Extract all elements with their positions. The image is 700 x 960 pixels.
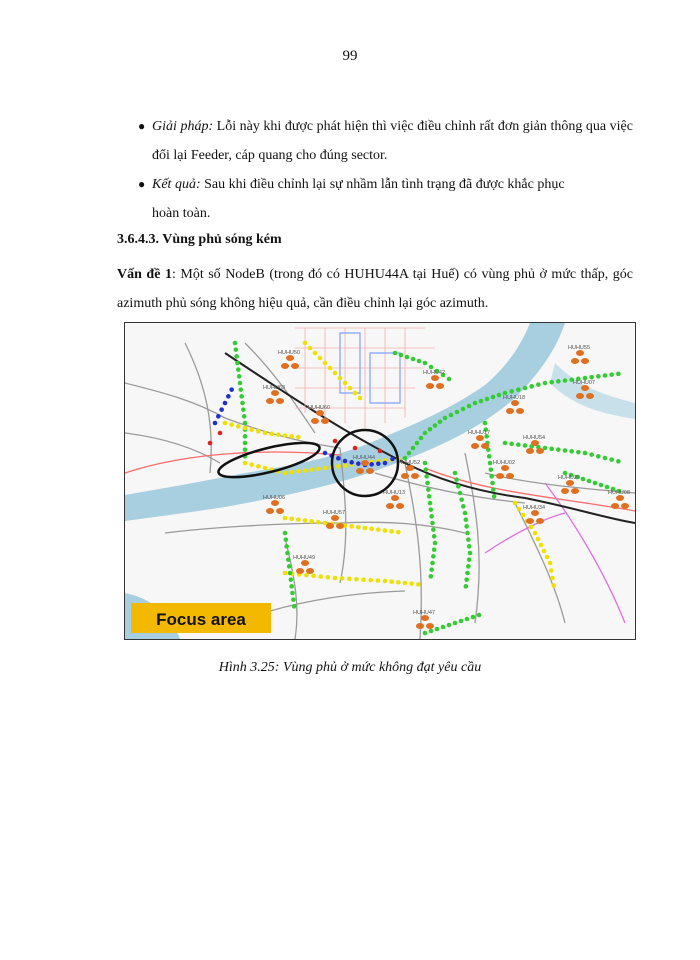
coverage-dot [296, 435, 301, 440]
site-label: HUHU13 [383, 490, 406, 496]
coverage-dot [467, 404, 472, 409]
coverage-dot [390, 457, 395, 462]
coverage-dot [403, 581, 408, 586]
coverage-dot [487, 454, 492, 459]
coverage-dot [323, 466, 328, 471]
coverage-dot [464, 577, 469, 582]
site-label: HUHU29 [558, 475, 581, 481]
coverage-dot [318, 574, 323, 579]
coverage-dot [235, 361, 240, 366]
coverage-dot [485, 397, 490, 402]
coverage-dot [433, 541, 438, 546]
coverage-dot [490, 481, 495, 486]
coverage-dot [509, 389, 514, 394]
coverage-dot [463, 511, 468, 516]
coverage-dot [428, 501, 433, 506]
coverage-dot [549, 568, 554, 573]
coverage-dot [425, 481, 430, 486]
coverage-dot [536, 382, 541, 387]
problem-label: Vấn đề 1 [117, 267, 172, 282]
coverage-dot [549, 380, 554, 385]
coverage-dot [353, 446, 358, 451]
coverage-dot [454, 477, 459, 482]
coverage-dot [243, 461, 248, 466]
coverage-dot [419, 436, 424, 441]
problem-text: : Một số NodeB (trong đó có HUHU44A tại Huế) có vùng phủ ở mức thấp, góc azimuth phủ sóng không hiệu quả, cần điều chỉnh lại góc azimuth. [117, 267, 633, 311]
coverage-dot [338, 376, 343, 381]
coverage-dot [289, 517, 294, 522]
coverage-dot [376, 578, 381, 583]
coverage-dot [393, 351, 398, 356]
coverage-dot [587, 479, 592, 484]
coverage-dot [517, 507, 522, 512]
coverage-dot [417, 359, 422, 364]
site-label: HUHU42 [423, 370, 446, 376]
coverage-dot [458, 491, 463, 496]
coverage-dot [431, 527, 436, 532]
coverage-dot [396, 530, 401, 535]
coverage-dot [432, 534, 437, 539]
bullet-label: Giải pháp: [152, 119, 214, 134]
coverage-dot [488, 461, 493, 466]
coverage-dot [429, 507, 434, 512]
coverage-dot [447, 377, 452, 382]
coverage-dot [316, 467, 321, 472]
coverage-dot [556, 447, 561, 452]
coverage-dot [336, 464, 341, 469]
coverage-dot [333, 371, 338, 376]
coverage-dot [409, 581, 414, 586]
coverage-dot [303, 468, 308, 473]
coverage-dot [603, 373, 608, 378]
figure-caption: Hình 3.25: Vùng phủ ở mức không đạt yêu cầu [218, 660, 482, 675]
coverage-dot [356, 525, 361, 530]
coverage-dot [389, 529, 394, 534]
site-label: HUHU49 [293, 555, 316, 561]
site-label: HUHU07 [573, 380, 596, 386]
site-label: HUHU34 [523, 505, 546, 511]
bullet-result [138, 170, 633, 228]
coverage-dot [308, 346, 313, 351]
coverage-dot [283, 571, 288, 576]
coverage-dot [368, 578, 373, 583]
coverage-dot [435, 627, 440, 632]
bullet-continuation: hoàn toàn. [152, 206, 211, 221]
coverage-dot [292, 604, 297, 609]
coverage-dot [513, 501, 518, 506]
bullet-text: Lỗi này khi được phát hiện thì việc điều chỉnh rất đơn giản thông qua việc đổi lại Feeder, cáp quang cho đúng sector. [152, 119, 633, 163]
coverage-dot [443, 416, 448, 421]
site-label: HUHU50 [278, 350, 301, 356]
coverage-dot [503, 441, 508, 446]
coverage-dot [411, 446, 416, 451]
coverage-dot [609, 372, 614, 377]
coverage-dot [453, 621, 458, 626]
coverage-dot [243, 441, 248, 446]
coverage-dot [523, 386, 528, 391]
coverage-dot [291, 597, 296, 602]
coverage-dot [405, 355, 410, 360]
coverage-dot [389, 579, 394, 584]
coverage-dot [569, 449, 574, 454]
site-label: HUHU52 [398, 460, 421, 466]
coverage-dot [416, 582, 421, 587]
coverage-dot [464, 584, 469, 589]
coverage-dot [234, 347, 239, 352]
coverage-dot [276, 432, 281, 437]
coverage-dot [243, 447, 248, 452]
coverage-dot [596, 374, 601, 379]
coverage-dot [548, 561, 553, 566]
coverage-dot [287, 564, 292, 569]
coverage-dot [455, 410, 460, 415]
site-label: HUHU08 [608, 490, 631, 496]
coverage-map-figure [124, 322, 636, 640]
coverage-dot [459, 619, 464, 624]
site-label: HUHU63 [263, 385, 286, 391]
coverage-dot [353, 391, 358, 396]
coverage-dot [563, 448, 568, 453]
coverage-dot [240, 401, 245, 406]
coverage-dot [343, 381, 348, 386]
coverage-dot [303, 341, 308, 346]
coverage-dot [616, 372, 621, 377]
coverage-dot [213, 421, 218, 426]
coverage-dot [423, 631, 428, 636]
coverage-dot [533, 531, 538, 536]
coverage-dot [489, 467, 494, 472]
site-label: HUHU02 [493, 460, 516, 466]
coverage-dot [429, 629, 434, 634]
coverage-dot [438, 419, 443, 424]
coverage-dot [428, 427, 433, 432]
coverage-map [125, 323, 635, 639]
coverage-dot [363, 526, 368, 531]
coverage-dot [347, 577, 352, 582]
coverage-dot [208, 441, 213, 446]
coverage-dot [383, 528, 388, 533]
coverage-dot [226, 394, 231, 399]
coverage-dot [536, 537, 541, 542]
section-heading: 3.6.4.3. Vùng phủ sóng kém [117, 232, 282, 247]
coverage-dot [283, 433, 288, 438]
coverage-dot [616, 459, 621, 464]
coverage-dot [471, 615, 476, 620]
coverage-dot [543, 381, 548, 386]
coverage-dot [427, 494, 432, 499]
coverage-dot [593, 481, 598, 486]
coverage-dot [285, 551, 290, 556]
coverage-dot [423, 361, 428, 366]
coverage-dot [242, 414, 247, 419]
page-number: 99 [342, 48, 358, 64]
coverage-dot [424, 474, 429, 479]
coverage-dot [219, 407, 224, 412]
coverage-dot [349, 524, 354, 529]
coverage-dot [461, 407, 466, 412]
coverage-dot [447, 623, 452, 628]
coverage-dot [284, 544, 289, 549]
coverage-dot [523, 443, 528, 448]
coverage-dot [229, 422, 234, 427]
coverage-dot [529, 384, 534, 389]
bullet-icon: ● [138, 177, 146, 191]
coverage-dot [383, 461, 388, 466]
site-label: HUHU06 [263, 495, 286, 501]
coverage-dot [326, 575, 331, 580]
coverage-dot [243, 434, 248, 439]
coverage-dot [549, 447, 554, 452]
coverage-dot [429, 567, 434, 572]
coverage-dot [369, 527, 374, 532]
coverage-dot [467, 544, 472, 549]
coverage-dot [290, 591, 295, 596]
coverage-dot [583, 451, 588, 456]
bullet-label: Kết quả: [152, 177, 201, 192]
coverage-dot [249, 462, 254, 467]
coverage-dot [461, 504, 466, 509]
coverage-dot [432, 547, 437, 552]
coverage-dot [223, 421, 228, 426]
coverage-dot [521, 513, 526, 518]
coverage-dot [509, 442, 514, 447]
coverage-dot [354, 577, 359, 582]
coverage-dot [316, 520, 321, 525]
coverage-dot [605, 485, 610, 490]
coverage-dot [423, 431, 428, 436]
coverage-dot [263, 431, 268, 436]
coverage-dot [328, 366, 333, 371]
coverage-dot [296, 517, 301, 522]
coverage-dot [429, 574, 434, 579]
coverage-dot [333, 439, 338, 444]
coverage-dot [340, 576, 345, 581]
coverage-dot [269, 432, 274, 437]
coverage-dot [430, 561, 435, 566]
coverage-dot [238, 381, 243, 386]
coverage-dot [289, 470, 294, 475]
coverage-dot [369, 462, 374, 467]
coverage-dot [343, 459, 348, 464]
coverage-dot [313, 351, 318, 356]
coverage-dot [556, 379, 561, 384]
coverage-dot [477, 613, 482, 618]
coverage-dot [468, 551, 473, 556]
coverage-dot [361, 577, 366, 582]
coverage-dot [492, 494, 497, 499]
coverage-dot [449, 413, 454, 418]
coverage-dot [429, 514, 434, 519]
coverage-dot [399, 353, 404, 358]
coverage-dot [323, 451, 328, 456]
coverage-dot [483, 421, 488, 426]
site-label: HUHU18 [503, 395, 526, 401]
coverage-dot [311, 574, 316, 579]
coverage-dot [223, 401, 228, 406]
coverage-dot [286, 557, 291, 562]
coverage-dot [473, 401, 478, 406]
coverage-dot [229, 387, 234, 392]
coverage-dot [249, 427, 254, 432]
coverage-dot [348, 386, 353, 391]
coverage-dot [407, 451, 412, 456]
coverage-dot [596, 454, 601, 459]
coverage-dot [218, 431, 223, 436]
coverage-dot [256, 429, 261, 434]
coverage-dot [429, 365, 434, 370]
site-label: HUHU47 [413, 610, 436, 616]
coverage-dot [323, 361, 328, 366]
coverage-dot [289, 434, 294, 439]
coverage-dot [309, 519, 314, 524]
coverage-dot [356, 461, 361, 466]
coverage-dot [529, 525, 534, 530]
site-label: HUHU44 [353, 455, 376, 461]
coverage-dot [236, 367, 241, 372]
coverage-dot [296, 469, 301, 474]
coverage-dot [376, 461, 381, 466]
bullet-text: Sau khi điều chỉnh lại sự nhầm lẫn tình trạng đã được khắc phục [200, 177, 565, 192]
coverage-dot [233, 341, 238, 346]
coverage-dot [603, 456, 608, 461]
coverage-dot [333, 576, 338, 581]
coverage-dot [491, 487, 496, 492]
coverage-dot [430, 521, 435, 526]
coverage-dot [516, 442, 521, 447]
coverage-dot [563, 378, 568, 383]
bullet-icon: ● [138, 119, 146, 133]
coverage-dot [424, 467, 429, 472]
site-label: HUHU17 [468, 430, 491, 436]
coverage-dot [396, 580, 401, 585]
coverage-dot [431, 554, 436, 559]
coverage-dot [464, 517, 469, 522]
coverage-dot [423, 461, 428, 466]
coverage-dot [545, 555, 550, 560]
coverage-dot [491, 395, 496, 400]
coverage-dot [318, 356, 323, 361]
coverage-dot [283, 516, 288, 521]
coverage-dot [516, 387, 521, 392]
site-label: HUHU54 [523, 435, 546, 441]
coverage-dot [433, 423, 438, 428]
coverage-dot [453, 471, 458, 476]
coverage-dot [284, 537, 289, 542]
coverage-dot [489, 474, 494, 479]
coverage-dot [216, 414, 221, 419]
coverage-dot [464, 524, 469, 529]
problem-paragraph [117, 260, 633, 318]
coverage-dot [459, 497, 464, 502]
coverage-dot [239, 387, 244, 392]
bullet-solution [138, 112, 633, 170]
coverage-dot [256, 464, 261, 469]
coverage-dot [441, 625, 446, 630]
coverage-dot [236, 424, 241, 429]
coverage-dot [383, 579, 388, 584]
focus-area-label: Focus area [156, 610, 246, 629]
coverage-dot [479, 399, 484, 404]
coverage-dot [466, 537, 471, 542]
coverage-dot [309, 467, 314, 472]
coverage-dot [243, 426, 248, 431]
coverage-dot [465, 571, 470, 576]
coverage-dot [497, 393, 502, 398]
site-label: HUHU57 [323, 510, 346, 516]
coverage-dot [234, 354, 239, 359]
coverage-dot [336, 456, 341, 461]
coverage-dot [589, 452, 594, 457]
coverage-dot [283, 471, 288, 476]
site-label: HUHU60 [308, 405, 331, 411]
coverage-dot [289, 584, 294, 589]
coverage-dot [539, 543, 544, 548]
coverage-dot [609, 457, 614, 462]
coverage-dot [589, 375, 594, 380]
coverage-dot [467, 557, 472, 562]
coverage-dot [465, 531, 470, 536]
coverage-dot [263, 466, 268, 471]
coverage-dot [237, 374, 242, 379]
coverage-dot [378, 449, 383, 454]
site-label: HUHU55 [568, 345, 591, 351]
coverage-dot [411, 357, 416, 362]
coverage-dot [466, 564, 471, 569]
coverage-dot [581, 477, 586, 482]
coverage-dot [288, 571, 293, 576]
coverage-dot [599, 483, 604, 488]
coverage-dot [303, 518, 308, 523]
coverage-dot [576, 450, 581, 455]
coverage-dot [426, 487, 431, 492]
coverage-dot [456, 484, 461, 489]
coverage-dot [542, 549, 547, 554]
coverage-dot [239, 394, 244, 399]
coverage-dot [465, 617, 470, 622]
coverage-dot [415, 441, 420, 446]
coverage-dot [551, 583, 556, 588]
coverage-dot [343, 463, 348, 468]
coverage-dot [358, 396, 363, 401]
coverage-dot [376, 527, 381, 532]
coverage-dot [243, 421, 248, 426]
coverage-dot [289, 577, 294, 582]
coverage-dot [550, 576, 555, 581]
coverage-dot [283, 531, 288, 536]
coverage-dot [241, 407, 246, 412]
